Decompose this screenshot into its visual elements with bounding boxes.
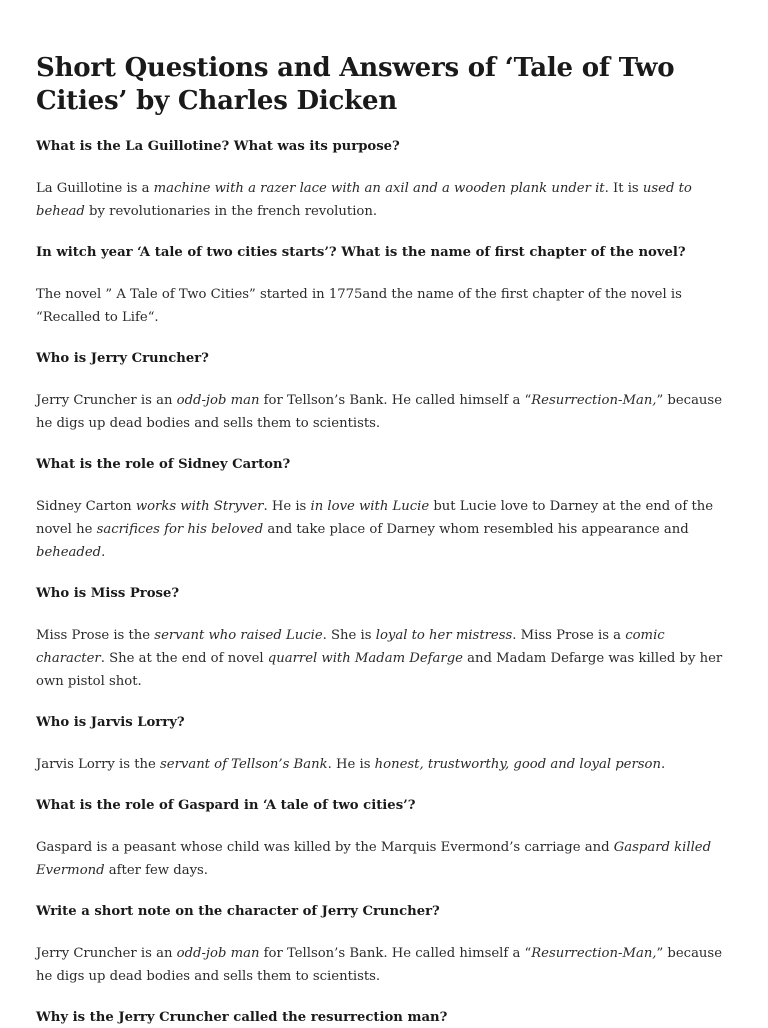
answer-text: . It is: [604, 181, 643, 196]
answer-text: ” because he digs up dead bodies and sells them to scientists.: [36, 946, 722, 984]
answer-text: for Tellson’s Bank. He called himself a “: [259, 393, 532, 408]
answer-text: . She is: [322, 628, 376, 643]
page-title: Short Questions and Answers of ‘Tale of Two Cities’ by Charles Dicken: [36, 53, 675, 116]
answer-text: ” because he digs up dead bodies and sells them to scientists.: [36, 393, 722, 431]
answer-emphasis: honest, trustworthy, good and loyal person.: [374, 757, 666, 772]
answer-text: . He is: [327, 757, 375, 772]
answer-emphasis: works with Stryver: [135, 499, 264, 514]
answer-text: .: [101, 545, 106, 560]
question-heading: In witch year ‘A tale of two cities starts’? What is the name of first chapter of the novel?: [36, 245, 686, 260]
answer-paragraph: [36, 177, 732, 223]
question-heading: Who is Miss Prose?: [36, 586, 180, 601]
answer-emphasis: machine with a razer lace with an axil and a wooden plank under it: [153, 181, 605, 196]
answer-emphasis: odd-job man: [176, 393, 260, 408]
answer-paragraph: [36, 495, 732, 564]
answer-emphasis: quarrel with Madam Defarge: [267, 651, 463, 666]
answer-text: The novel ” A Tale of Two Cities” started in 1775and the name of the first chapter of the novel is “Recalled to Life“.: [36, 287, 682, 325]
question-heading: What is the role of Gaspard in ‘A tale of two cities’?: [36, 798, 416, 813]
question-heading: Write a short note on the character of Jerry Cruncher?: [36, 904, 440, 919]
answer-text: . She at the end of novel: [100, 651, 268, 666]
answer-paragraph: [36, 624, 732, 693]
answer-emphasis: servant who raised Lucie: [154, 628, 323, 643]
answer-text: . He is: [263, 499, 311, 514]
question-heading: What is the La Guillotine? What was its purpose?: [36, 139, 400, 154]
answer-text: . Miss Prose is a: [512, 628, 626, 643]
answer-text: Jarvis Lorry is the: [36, 757, 160, 772]
question-heading: Who is Jarvis Lorry?: [36, 715, 185, 730]
answer-text: Jerry Cruncher is an: [36, 393, 177, 408]
answer-paragraph: [36, 283, 732, 329]
answer-emphasis: sacrifices for his beloved: [96, 522, 264, 537]
answer-text: Sidney Carton: [36, 499, 136, 514]
qa-list: [36, 136, 732, 1028]
answer-emphasis: beheaded: [36, 545, 102, 560]
question-heading: What is the role of Sidney Carton?: [36, 457, 291, 472]
answer-text: but Lucie love to Darney at the end of the novel he: [36, 499, 714, 537]
answer-text: for Tellson’s Bank. He called himself a “: [259, 946, 532, 961]
question-heading: Why is the Jerry Cruncher called the resurrection man?: [36, 1010, 448, 1025]
answer-paragraph: [36, 389, 732, 435]
answer-emphasis: in love with Lucie: [310, 499, 430, 514]
answer-emphasis: loyal to her mistress: [375, 628, 513, 643]
answer-emphasis: comic character: [36, 628, 665, 666]
answer-emphasis: Resurrection-Man,: [531, 946, 657, 961]
answer-text: and take place of Darney whom resembled his appearance and: [263, 522, 689, 537]
answer-text: Gaspard is a peasant whose child was killed by the Marquis Evermond’s carriage and: [36, 840, 614, 855]
answer-text: and Madam Defarge was killed by her own pistol shot.: [36, 651, 723, 689]
answer-text: Miss Prose is the: [36, 628, 155, 643]
answer-paragraph: [36, 836, 732, 882]
answer-paragraph: [36, 753, 732, 776]
answer-paragraph: [36, 942, 732, 988]
answer-emphasis: Resurrection-Man,: [531, 393, 657, 408]
answer-emphasis: Gaspard killed Evermond: [36, 840, 712, 878]
answer-text: by revolutionaries in the french revolution.: [84, 204, 378, 219]
answer-emphasis: used to behead: [36, 181, 692, 219]
answer-text: La Guillotine is a: [36, 181, 154, 196]
answer-emphasis: servant of Tellson’s Bank: [160, 757, 328, 772]
answer-emphasis: odd-job man: [176, 946, 260, 961]
answer-text: Jerry Cruncher is an: [36, 946, 177, 961]
answer-text: after few days.: [104, 863, 208, 878]
question-heading: Who is Jerry Cruncher?: [36, 351, 209, 366]
